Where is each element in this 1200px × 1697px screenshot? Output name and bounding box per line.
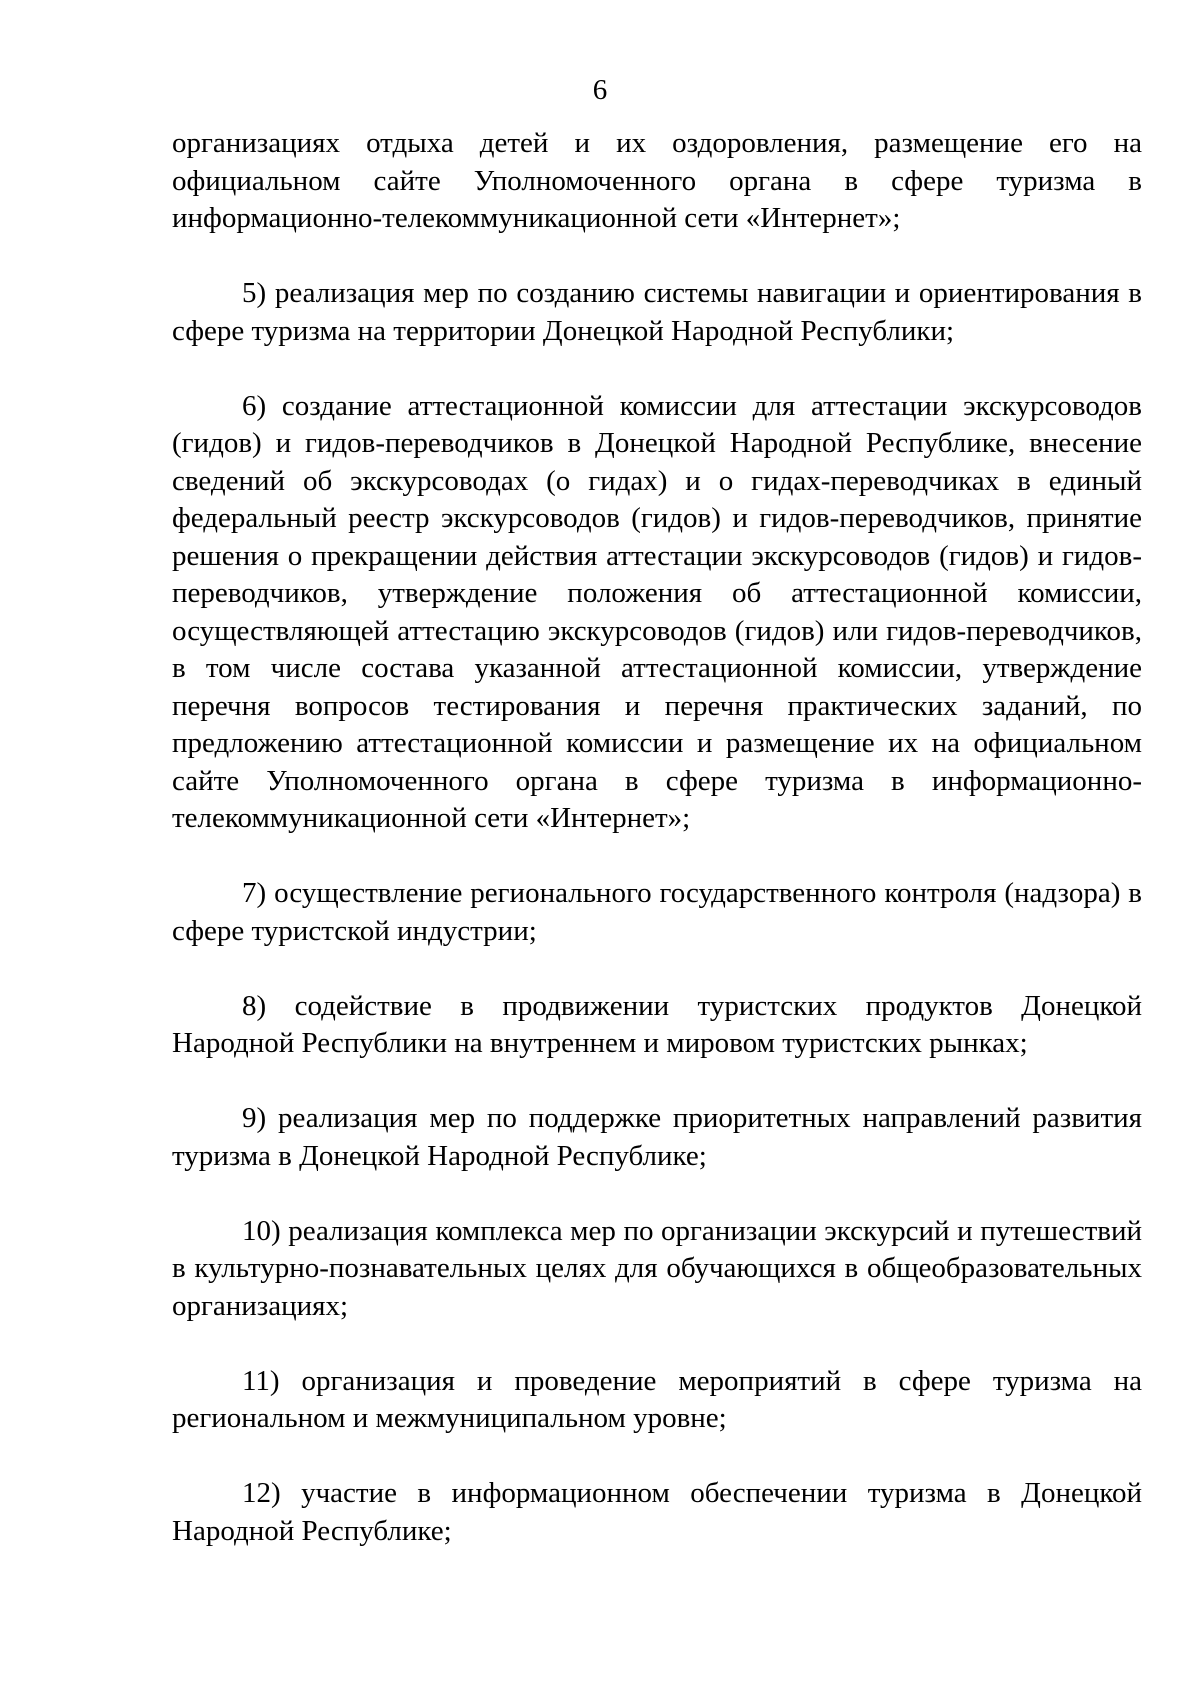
- list-item-8: 8) содействие в продвижении туристских продуктов Донецкой Народной Республики на внутреннем и мировом туристских рынках;: [172, 989, 1142, 1059]
- list-item-5: 5) реализация мер по созданию системы навигации и ориентирования в сфере туризма на территории Донецкой Народной Республики;: [172, 277, 1142, 347]
- list-item-11: 11) организация и проведение мероприятий в сфере туризма на региональном и межмуниципальном уровне;: [172, 1364, 1142, 1434]
- document-body: [172, 125, 1142, 1550]
- list-item-10: 10) реализация комплекса мер по организации экскурсий и путешествий в культурно-познавательных целях для обучающихся в общеобразовательных организациях;: [172, 1214, 1142, 1322]
- list-item-12: 12) участие в информационном обеспечении туризма в Донецкой Народной Республике;: [172, 1477, 1142, 1547]
- paragraph-continuation: организациях отдыха детей и их оздоровления, размещение его на официальном сайте Уполномоченного органа в сфере туризма в информационно-телекоммуникационной сети «Интернет»;: [172, 127, 1142, 234]
- list-item-7: 7) осуществление регионального государственного контроля (надзора) в сфере туристской индустрии;: [172, 877, 1142, 947]
- list-item-9: 9) реализация мер по поддержке приоритетных направлений развития туризма в Донецкой Народной Республике;: [172, 1102, 1142, 1172]
- list-item-6: 6) создание аттестационной комиссии для аттестации экскурсоводов (гидов) и гидов-переводчиков в Донецкой Народной Республике, внесение сведений об экскурсоводах (о гидах) и о гидах-переводчиках в единый федеральный реестр экскурсоводов (гидов) и гидов-переводчиков, принятие решения о прекращении действия аттестации экскурсоводов (гидов) и гидов-переводчиков, утверждение положения об аттестационной комиссии, осуществляющей аттестацию экскурсоводов (гидов) или гидов-переводчиков, в том числе состава указанной аттестационной комиссии, утверждение перечня вопросов тестирования и перечня практических заданий, по предложению аттестационной комиссии и размещение их на официальном сайте Уполномоченного органа в сфере туризма в информационно-телекоммуникационной сети «Интернет»;: [172, 389, 1142, 834]
- page-number: 6: [592, 74, 608, 106]
